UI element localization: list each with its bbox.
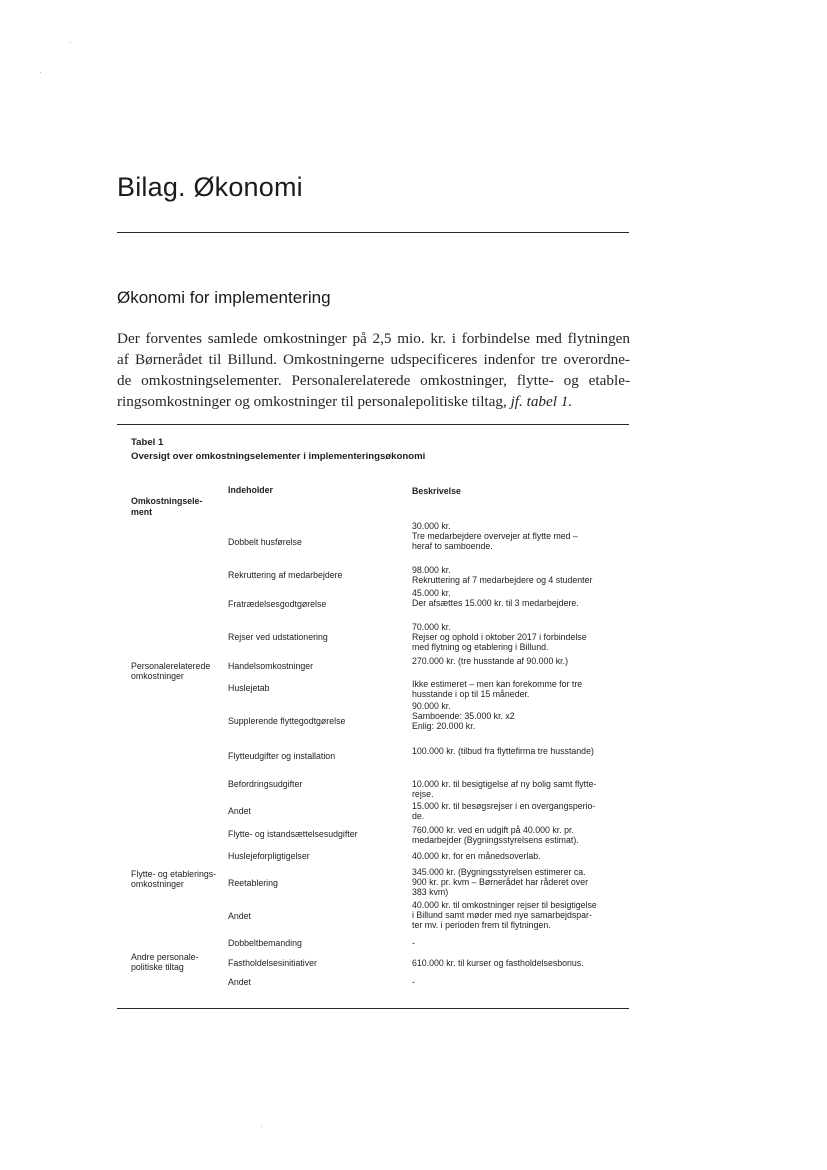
header-line: ment: [131, 506, 153, 517]
table-item: Handelsomkostninger: [228, 661, 314, 671]
page-title: Bilag. Økonomi: [117, 172, 303, 202]
paragraph-line: [117, 391, 630, 412]
table-description: [412, 938, 624, 948]
table-subtitle: Oversigt over omkostningselementer i implementeringsøkonomi: [131, 451, 426, 462]
description-line: 40.000 kr. for en månedsoverlab.: [412, 851, 541, 861]
paragraph-line: af Børnerådet til Billund. Omkostningerne udspecificeres indenfor tre overordne-: [117, 351, 630, 368]
table-reference: jf. tabel 1.: [510, 393, 573, 410]
scan-speck: [261, 1126, 262, 1127]
description-line: -: [412, 977, 415, 987]
table-caption: Tabel 1: [131, 437, 164, 448]
title-divider: [117, 232, 629, 233]
column-header-element: [131, 496, 202, 517]
scan-speck: [70, 42, 71, 43]
description-line: de.: [412, 811, 425, 822]
table-item: Andet: [228, 977, 251, 987]
description-line: 100.000 kr. (tilbud fra flyttefirma tre husstande): [412, 746, 594, 756]
table-item: Flytte- og istandsættelsesudgifter: [228, 829, 358, 839]
group-label-policy: [131, 952, 198, 972]
description-line: 760.000 kr. ved en udgift på 40.000 kr. pr.: [412, 825, 574, 835]
scan-speck: [40, 72, 41, 73]
description-line: 70.000 kr.: [412, 622, 451, 632]
table-description: [412, 900, 624, 931]
table-top-divider: [117, 424, 629, 425]
table-item: Rekruttering af medarbejdere: [228, 570, 343, 580]
table-item: Reetablering: [228, 878, 278, 888]
description-line: Samboende: 35.000 kr. x2: [412, 711, 515, 722]
table-item: Befordringsudgifter: [228, 779, 303, 789]
paragraph-line: Der forventes samlede omkostninger på 2,5 mio. kr. i forbindelse med flytningen: [117, 330, 630, 347]
description-line: 345.000 kr. (Bygningsstyrelsen estimerer ca.: [412, 867, 586, 877]
table-item: Flytteudgifter og installation: [228, 751, 336, 761]
description-line: 98.000 kr.: [412, 565, 451, 575]
description-line: i Billund samt møder med nye samarbejdspar-: [412, 910, 592, 921]
intro-paragraph: [117, 328, 630, 412]
table-description: [412, 958, 624, 968]
description-line: Rejser og ophold i oktober 2017 i forbindelse: [412, 632, 587, 643]
description-line: 15.000 kr. til besøgsrejser i en overgangsperio-: [412, 801, 596, 811]
table-description: [412, 588, 624, 608]
column-header-contains: Indeholder: [228, 485, 273, 495]
description-line: heraf to samboende.: [412, 541, 493, 552]
table-item: Dobbeltbemanding: [228, 938, 302, 948]
description-line: 45.000 kr.: [412, 588, 451, 598]
group-label-line: Flytte- og etablerings-: [131, 869, 217, 879]
description-line: medarbejder (Bygningsstyrelsens estimat).: [412, 835, 579, 846]
group-label-personnel: [131, 661, 210, 681]
description-line: husstande i op til 15 måneder.: [412, 689, 530, 700]
description-line: 270.000 kr. (tre husstande af 90.000 kr.): [412, 656, 568, 666]
group-label-moving: [131, 869, 216, 889]
description-line: 40.000 kr. til omkostninger rejser til besigtigelse: [412, 900, 597, 910]
table-description: [412, 867, 624, 898]
description-line: 383 kvm): [412, 887, 449, 898]
table-item: Supplerende flyttegodtgørelse: [228, 716, 346, 726]
table-description: [412, 779, 624, 799]
section-title: Økonomi for implementering: [117, 288, 331, 307]
paragraph-line: de omkostningselementer. Personalerelaterede omkostninger, flytte- og etable-: [117, 372, 630, 389]
table-description: [412, 801, 624, 821]
description-line: Der afsættes 15.000 kr. til 3 medarbejdere.: [412, 598, 579, 609]
table-description: [412, 977, 624, 987]
group-label-line: politiske tiltag: [131, 962, 184, 973]
table-bottom-divider: [117, 1008, 629, 1009]
group-label-line: Personalerelaterede: [131, 661, 211, 671]
table-description: [412, 701, 624, 732]
description-line: 10.000 kr. til besigtigelse af ny bolig samt flytte-: [412, 779, 597, 789]
table-item: Dobbelt husførelse: [228, 537, 302, 547]
group-label-line: omkostninger: [131, 671, 184, 682]
paragraph-line-text: ringsomkostninger og omkostninger til personalepolitiske tiltag,: [117, 393, 511, 410]
description-line: med flytning og etablering i Billund.: [412, 642, 549, 653]
group-label-line: Andre personale-: [131, 952, 199, 962]
table-description: [412, 851, 624, 861]
table-description: [412, 679, 624, 699]
description-line: 900 kr. pr. kvm – Børnerådet har råderet over: [412, 877, 589, 888]
table-item: Huslejeforpligtigelser: [228, 851, 310, 861]
description-line: rejse.: [412, 789, 434, 800]
description-line: 610.000 kr. til kurser og fastholdelsesbonus.: [412, 958, 584, 968]
table-item: Fratrædelsesgodtgørelse: [228, 599, 327, 609]
column-header-description: Beskrivelse: [412, 486, 461, 496]
header-line: Omkostningsele-: [131, 496, 203, 506]
description-line: Rekruttering af 7 medarbejdere og 4 studenter: [412, 575, 593, 586]
description-line: Enlig: 20.000 kr.: [412, 721, 476, 732]
description-line: 30.000 kr.: [412, 521, 451, 531]
table-item: Fastholdelsesinitiativer: [228, 958, 317, 968]
table-description: [412, 565, 624, 585]
table-item: Huslejetab: [228, 683, 270, 693]
description-line: ter mv. i perioden frem til flytningen.: [412, 920, 551, 931]
table-item: Andet: [228, 806, 251, 816]
description-line: Ikke estimeret – men kan forekomme for tre: [412, 679, 583, 689]
group-label-line: omkostninger: [131, 879, 184, 890]
table-description: [412, 746, 624, 756]
table-item: Rejser ved udstationering: [228, 632, 328, 642]
table-description: [412, 622, 624, 653]
table-item: Andet: [228, 911, 251, 921]
description-line: Tre medarbejdere overvejer at flytte med –: [412, 531, 578, 542]
table-description: [412, 521, 624, 552]
table-description: [412, 656, 624, 666]
table-description: [412, 825, 624, 845]
description-line: 90.000 kr.: [412, 701, 451, 711]
description-line: -: [412, 938, 415, 948]
